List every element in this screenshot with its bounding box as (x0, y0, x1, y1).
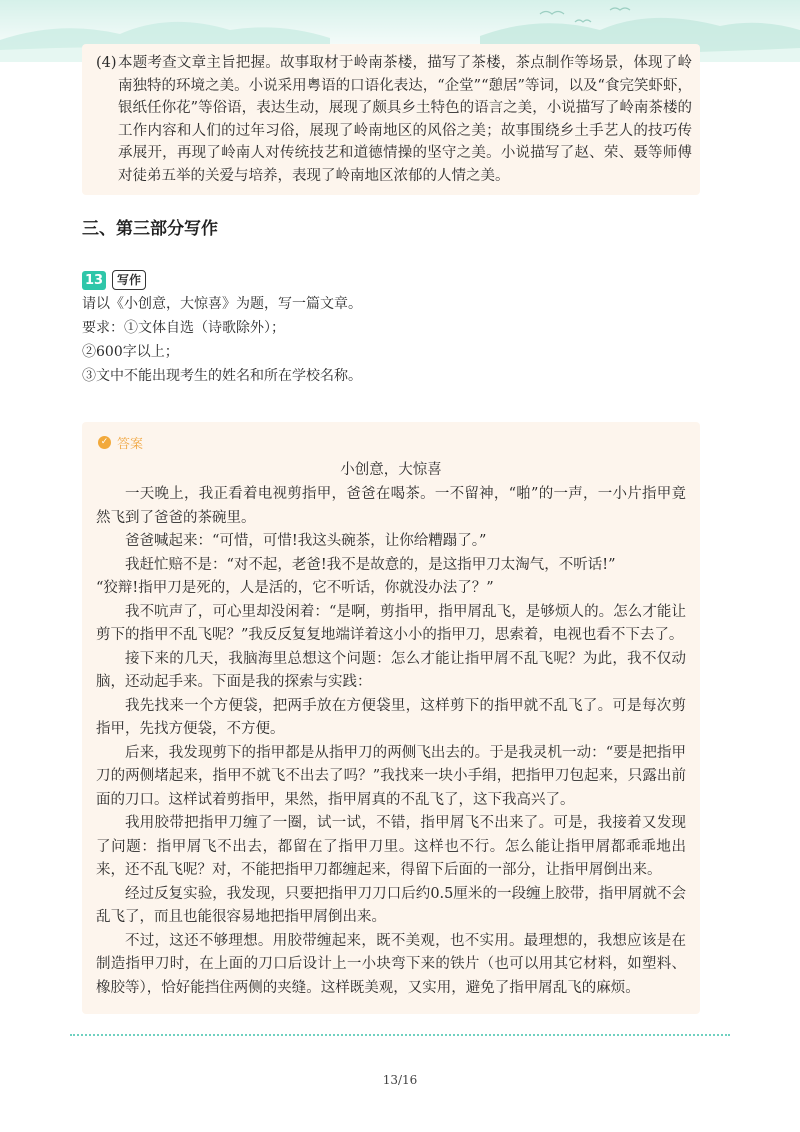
essay-paragraph: 不过，这还不够理想。用胶带缠起来，既不美观，也不实用。最理想的，我想应该是在制造指甲刀时，在上面的刀口后设计上一小块弯下来的铁片（也可以用其它材料，如塑料、橡胶等），恰好能挡住两侧的夹缝。这样既美观，又实用，避免了指甲屑乱飞的麻烦。 (96, 932, 686, 996)
essay-paragraph: 接下来的几天，我脑海里总想这个问题：怎么才能让指甲屑不乱飞呢？为此，我不仅动脑，还动起手来。下面是我的探索与实践： (96, 650, 686, 690)
essay-paragraph: 我先找来一个方便袋，把两手放在方便袋里，这样剪下的指甲就不乱飞了。可是每次剪指甲，先找方便袋，不方便。 (96, 697, 686, 737)
essay-paragraph: 爸爸喊起来：“可惜，可惜!我这头碗茶，让你给糟蹋了。” (125, 533, 487, 549)
answer-box (82, 422, 700, 1014)
check-icon: ✓ (98, 436, 111, 449)
question-line: ②600字以上； (82, 344, 179, 360)
essay-paragraph: 一天晚上，我正看着电视剪指甲，爸爸在喝茶。一不留神，“啪”的一声，一小片指甲竟然飞到了爸爸的茶碗里。 (96, 486, 686, 526)
essay-title: 小创意，大惊喜 (340, 462, 442, 478)
analysis-box (82, 44, 700, 195)
section-title: 三、第三部分写作 (82, 219, 218, 239)
analysis-text: 本题考查文章主旨把握。故事取材于岭南茶楼，描写了茶楼，茶点制作等场景，体现了岭南独特的环境之美。小说采用粤语的口语化表达，“企堂”“憩居”等词，以及“食完笑虾虾，银纸任你花”等俗语，表达生动，展现了颇具乡土特色的语言之美，小说描写了岭南茶楼的工作内容和人们的过年习俗，展现了岭南地区的风俗之美；故事围绕乡土手艺人的技巧传承展开，再现了岭南人对传统技艺和道德情操的坚守之美。小说描写了赵、荣、聂等师傅对徒弟五举的关爱与培养，表现了岭南地区浓郁的人情之美。 (118, 55, 692, 184)
essay-paragraph: 经过反复实验，我发现，只要把指甲刀刀口后约0.5厘米的一段缠上胶带，指甲屑就不会乱飞了，而且也能很容易地把指甲屑倒出来。 (96, 885, 686, 925)
question-line: 要求：①文体自选（诗歌除外）； (82, 320, 285, 336)
analysis-number: (4) (96, 55, 117, 71)
analysis-item (96, 52, 692, 187)
question-type-tag: 写作 (112, 270, 146, 290)
question-line: ③文中不能出现考生的姓名和所在学校名称。 (82, 368, 362, 384)
question-prompt (82, 292, 362, 388)
essay-paragraph: “狡辩!指甲刀是死的，人是活的，它不听话，你就没办法了？” (96, 580, 494, 596)
essay-paragraph: 后来，我发现剪下的指甲都是从指甲刀的两侧飞出去的。于是我灵机一动：“要是把指甲刀的两侧堵起来，指甲不就飞不出去了吗？”我找来一块小手绢，把指甲刀包起来，只露出前面的刀口。这样试着剪指甲，果然，指甲屑真的不乱飞了，这下我高兴了。 (96, 744, 686, 808)
essay-paragraph: 我不吭声了，可心里却没闲着：“是啊，剪指甲，指甲屑乱飞，是够烦人的。怎么才能让剪下的指甲不乱飞呢？”我反反复复地端详着这小小的指甲刀，思索着，电视也看不下去了。 (96, 603, 686, 643)
essay-body (96, 483, 686, 1000)
footer-dotted-divider (70, 1034, 730, 1036)
essay-paragraph: 我用胶带把指甲刀缠了一圈，试一试，不错，指甲屑飞不出来了。可是，我接着又发现了问题：指甲屑飞不出去，都留在了指甲刀里。这样也不行。怎么能让指甲屑都乖乖地出来，还不乱飞呢？对，不能把指甲刀都缠起来，得留下后面的一部分，让指甲屑倒出来。 (96, 815, 686, 878)
page-number: 13/16 (382, 1073, 418, 1087)
question-number-badge: 13 (82, 271, 106, 290)
answer-label: 答案 (117, 437, 144, 452)
answer-header (98, 433, 143, 452)
question-line: 请以《小创意，大惊喜》为题，写一篇文章。 (82, 296, 362, 312)
essay-paragraph: 我赶忙赔不是：“对不起，老爸!我不是故意的，是这指甲刀太淘气，不听话!” (125, 556, 616, 573)
